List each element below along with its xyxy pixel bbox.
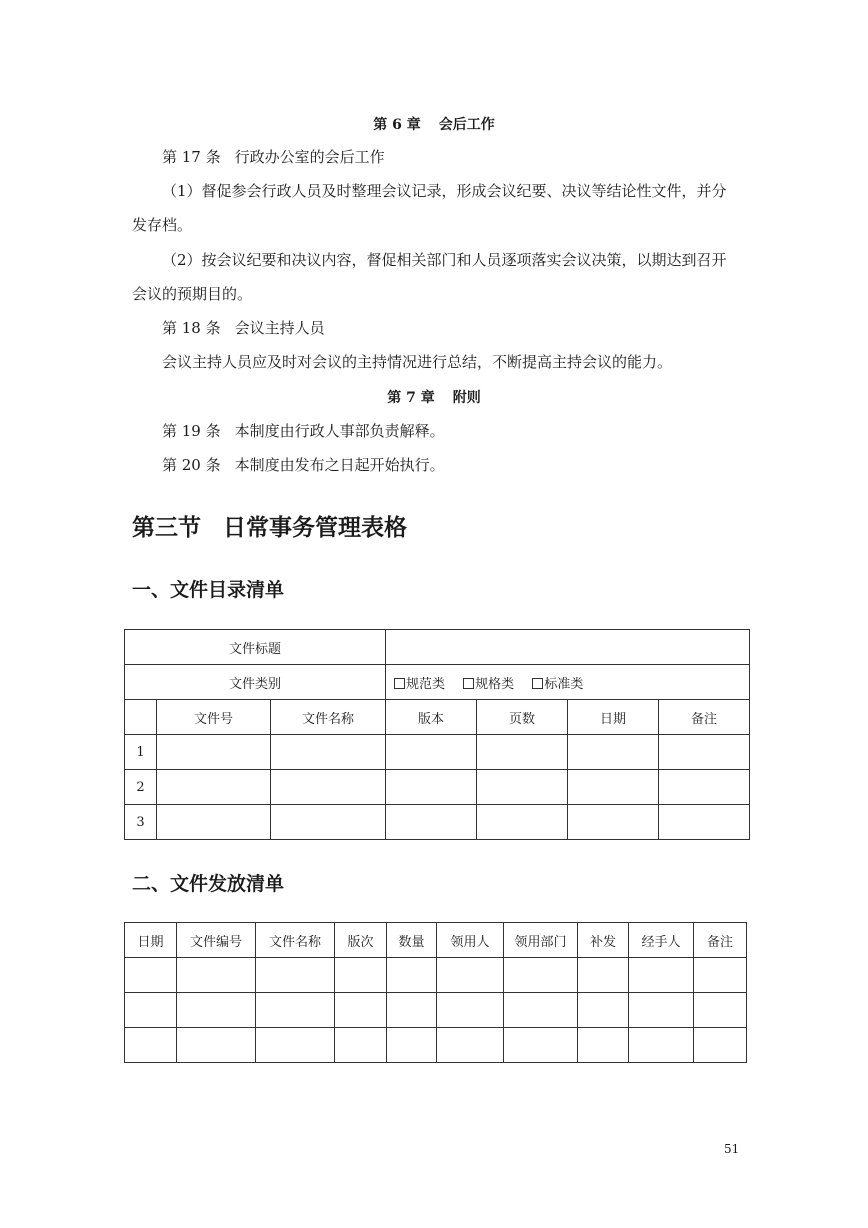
table-cell[interactable] [477, 770, 568, 805]
column-header: 文件号 [157, 700, 271, 735]
article-number: 第 17 条 [162, 148, 221, 166]
section-number: 第三节 [132, 515, 201, 541]
file-catalog-table [124, 629, 750, 840]
article-17-heading [162, 140, 385, 174]
column-header: 日期 [568, 700, 659, 735]
table-cell[interactable] [504, 1028, 578, 1063]
table-cell[interactable] [578, 993, 629, 1028]
table-header-row [125, 700, 750, 735]
chapter-7-title [0, 387, 868, 407]
file-title-cell[interactable] [386, 630, 750, 665]
table-cell[interactable] [125, 993, 177, 1028]
table-row [125, 665, 750, 700]
checkbox-icon[interactable] [463, 678, 474, 689]
page-number: 51 [724, 1142, 740, 1156]
article-number: 第 20 条 [162, 456, 221, 474]
table-cell[interactable] [629, 993, 694, 1028]
table-cell[interactable] [659, 805, 750, 840]
table-cell[interactable] [386, 805, 477, 840]
table-cell[interactable] [177, 993, 256, 1028]
table-cell[interactable] [256, 993, 335, 1028]
table-row [125, 1028, 747, 1063]
column-header: 文件编号 [177, 923, 256, 958]
chapter-6-title [0, 114, 868, 134]
table-cell[interactable] [437, 1028, 504, 1063]
column-header: 经手人 [629, 923, 694, 958]
table-cell[interactable] [437, 958, 504, 993]
table-cell[interactable] [568, 770, 659, 805]
table-cell[interactable] [256, 1028, 335, 1063]
article-number: 第 19 条 [162, 422, 221, 440]
checkbox-icon[interactable] [532, 678, 543, 689]
article-19 [162, 414, 445, 448]
column-header: 日期 [125, 923, 177, 958]
table-cell[interactable] [578, 958, 629, 993]
table-cell [125, 700, 157, 735]
chapter-name: 附则 [452, 390, 481, 406]
article-title: 会议主持人员 [234, 319, 325, 337]
chapter-name: 会后工作 [438, 117, 495, 133]
table-cell[interactable] [694, 1028, 747, 1063]
article-17-item-1: （1）督促参会行政人员及时整理会议记录，形成会议纪要、决议等结论性文件，并分发存档。 [132, 182, 727, 234]
column-header: 补发 [578, 923, 629, 958]
table-cell[interactable] [477, 735, 568, 770]
column-header: 领用部门 [504, 923, 578, 958]
table-cell[interactable] [568, 805, 659, 840]
file-category-options [386, 665, 750, 700]
table-cell[interactable] [659, 770, 750, 805]
table-cell[interactable] [125, 1028, 177, 1063]
table-cell[interactable] [659, 735, 750, 770]
table-cell[interactable] [504, 993, 578, 1028]
file-title-label: 文件标题 [125, 630, 386, 665]
column-header: 版本 [386, 700, 477, 735]
option-label: 规范类 [406, 676, 446, 692]
table-cell[interactable] [477, 805, 568, 840]
row-number: 3 [125, 805, 157, 840]
table-cell[interactable] [387, 1028, 437, 1063]
checkbox-icon[interactable] [394, 678, 405, 689]
column-header: 页数 [477, 700, 568, 735]
table-cell[interactable] [271, 805, 386, 840]
table-cell[interactable] [271, 735, 386, 770]
table-cell[interactable] [157, 805, 271, 840]
table-header-row [125, 923, 747, 958]
table-cell[interactable] [256, 958, 335, 993]
article-20 [162, 448, 445, 482]
table-cell[interactable] [335, 993, 387, 1028]
table-cell[interactable] [504, 958, 578, 993]
table-cell[interactable] [629, 1028, 694, 1063]
table-cell[interactable] [568, 735, 659, 770]
column-header: 文件名称 [256, 923, 335, 958]
column-header: 备注 [694, 923, 747, 958]
table-cell[interactable] [387, 993, 437, 1028]
row-number: 2 [125, 770, 157, 805]
table-cell[interactable] [386, 770, 477, 805]
table-cell[interactable] [437, 993, 504, 1028]
column-header: 领用人 [437, 923, 504, 958]
table-row [125, 770, 750, 805]
article-title: 行政办公室的会后工作 [234, 148, 385, 166]
section-name: 日常事务管理表格 [223, 515, 407, 541]
category-option[interactable] [532, 673, 583, 692]
option-label: 标准类 [544, 676, 584, 692]
table-row [125, 993, 747, 1028]
table-row [125, 630, 750, 665]
article-text: 本制度由行政人事部负责解释。 [234, 422, 445, 440]
table-cell[interactable] [125, 958, 177, 993]
table-row [125, 958, 747, 993]
table-cell[interactable] [335, 1028, 387, 1063]
category-option[interactable] [463, 673, 514, 692]
table-cell[interactable] [386, 735, 477, 770]
article-18-heading [162, 311, 325, 345]
table-cell[interactable] [271, 770, 386, 805]
column-header: 数量 [387, 923, 437, 958]
category-option[interactable] [394, 673, 445, 692]
table-row [125, 735, 750, 770]
row-number: 1 [125, 735, 157, 770]
column-header: 备注 [659, 700, 750, 735]
table-row [125, 805, 750, 840]
file-catalog-heading: 一、文件目录清单 [132, 579, 285, 601]
article-text: 本制度由发布之日起开始执行。 [234, 456, 445, 474]
table-cell[interactable] [177, 1028, 256, 1063]
table-cell[interactable] [694, 958, 747, 993]
table-cell[interactable] [578, 1028, 629, 1063]
article-number: 第 18 条 [162, 319, 221, 337]
table-cell[interactable] [387, 958, 437, 993]
option-label: 规格类 [475, 676, 515, 692]
file-distribution-heading: 二、文件发放清单 [132, 873, 285, 895]
table-cell[interactable] [157, 770, 271, 805]
table-cell[interactable] [629, 958, 694, 993]
column-header: 版次 [335, 923, 387, 958]
table-cell[interactable] [335, 958, 387, 993]
section-title [132, 509, 407, 542]
column-header: 文件名称 [271, 700, 386, 735]
article-18-text: 会议主持人员应及时对会议的主持情况进行总结，不断提高主持会议的能力。 [162, 353, 673, 371]
article-17-item-2: （2）按会议纪要和决议内容，督促相关部门和人员逐项落实会议决策，以期达到召开会议的预期目的。 [132, 251, 727, 303]
chapter-number: 第 7 章 [387, 390, 435, 406]
chapter-number: 第 6 章 [373, 117, 421, 133]
table-cell[interactable] [177, 958, 256, 993]
table-cell[interactable] [694, 993, 747, 1028]
table-cell[interactable] [157, 735, 271, 770]
file-category-label: 文件类别 [125, 665, 386, 700]
file-distribution-table [124, 922, 747, 1063]
